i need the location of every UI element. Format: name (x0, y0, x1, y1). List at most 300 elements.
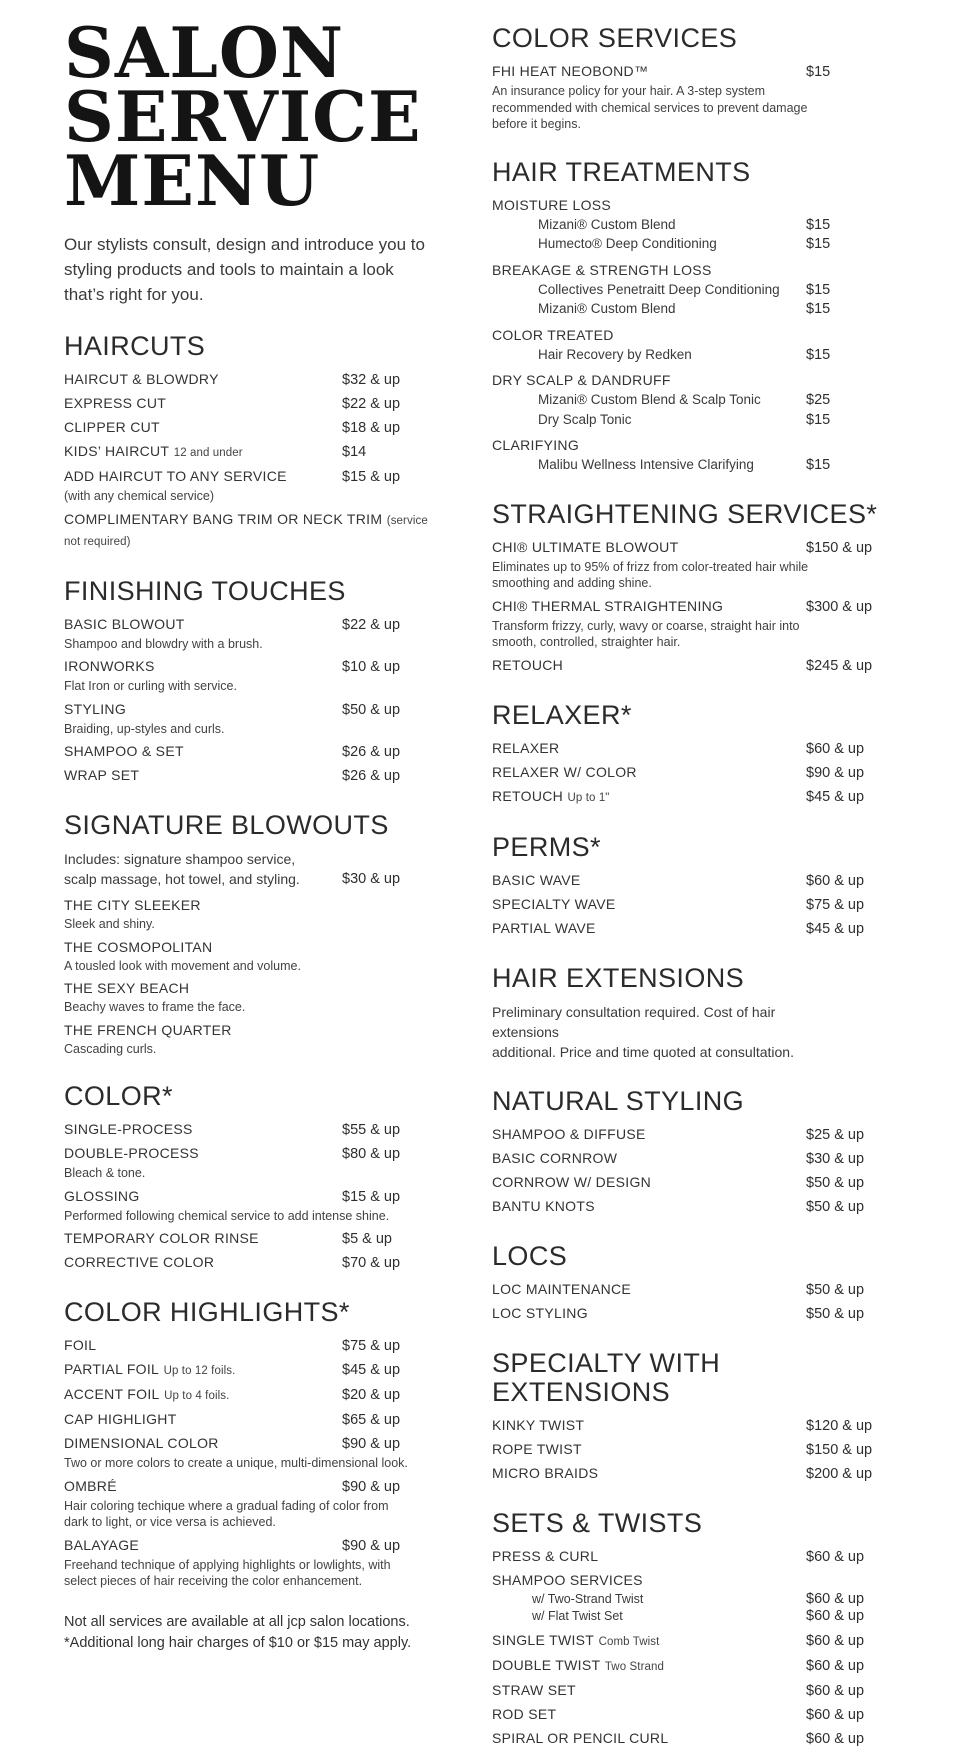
service-name-wrap (492, 1304, 806, 1323)
service-price: $15 (806, 346, 831, 363)
service-line (492, 1547, 882, 1567)
service-price: $22 & up (342, 616, 401, 633)
service-name: THE SEXY BEACH (64, 980, 190, 996)
service-name: RELAXER W/ COLOR (492, 763, 637, 780)
service-price: $70 & up (342, 1255, 401, 1271)
left-column (64, 13, 438, 1753)
service-price: $150 & up (806, 1441, 873, 1458)
service-name-wrap (64, 1021, 342, 1040)
service-price: $15 (806, 457, 831, 473)
service-name: BASIC BLOWOUT (64, 615, 185, 632)
service-description: Transform frizzy, curly, wavy or coarse, straight hair into smooth, controlled, straighter hair. (492, 618, 800, 649)
service-item (64, 1229, 438, 1249)
service-name: BASIC WAVE (492, 871, 581, 888)
service-item (64, 1336, 438, 1356)
service-price: $15 (806, 64, 831, 80)
section-heading: RELAXER* (492, 699, 632, 730)
service-price: $15 (806, 236, 831, 252)
footer-line-1: Not all services are available at all jcp salon locations. (64, 1613, 410, 1630)
service-price: $60 & up (806, 1657, 865, 1674)
service-name-wrap (492, 1656, 806, 1677)
service-price: $22 & up (342, 396, 401, 412)
service-price: $26 & up (342, 744, 401, 760)
service-line (64, 938, 438, 957)
service-line (492, 1440, 882, 1460)
service-name-wrap (492, 597, 806, 616)
service-line (64, 510, 438, 552)
service-name-wrap (64, 938, 342, 957)
service-description: Beachy waves to frame the face. (64, 1000, 246, 1014)
service-line (492, 1416, 882, 1436)
service-name: SINGLE-PROCESS (64, 1121, 193, 1137)
service-price: $14 (342, 444, 367, 460)
service-price: $60 & up (806, 1706, 865, 1723)
service-item (64, 467, 438, 505)
service-item (64, 766, 438, 786)
service-name-wrap (492, 739, 806, 758)
service-name: KINKY TWIST (492, 1416, 585, 1433)
service-name: STRAW SET (492, 1681, 576, 1698)
title-line-1: SALON (64, 13, 345, 94)
service-item (492, 1197, 882, 1217)
service-item (64, 657, 438, 695)
menu-section (492, 833, 882, 939)
service-name-wrap (64, 766, 342, 785)
service-name: Mizani® Custom Blend & Scalp Tonic (538, 392, 761, 407)
service-name-wrap (64, 979, 342, 998)
service-name-wrap (64, 657, 342, 676)
service-item (492, 1705, 882, 1725)
service-name: WRAP SET (64, 767, 140, 783)
service-price: $60 & up (806, 1682, 865, 1699)
service-name-wrap (64, 370, 342, 389)
group-label: DRY SCALP & DANDRUFF (492, 372, 671, 388)
service-description: Hair coloring techique where a gradual fading of color from dark to light, or vice versa is achieved. (64, 1498, 389, 1529)
service-note: Comb Twist (598, 1635, 660, 1648)
group-service-row (492, 300, 882, 319)
group-label: COLOR TREATED (492, 326, 614, 343)
service-price: $60 & up (806, 1632, 865, 1649)
service-line (492, 1681, 882, 1701)
service-item (64, 1385, 438, 1406)
service-item (492, 1173, 882, 1193)
service-line (492, 1304, 882, 1324)
service-price: $50 & up (806, 1281, 865, 1298)
service-item (64, 896, 438, 933)
service-item (492, 1656, 882, 1677)
service-item (492, 656, 882, 676)
service-name-wrap (492, 1681, 806, 1700)
menu-section (492, 158, 882, 475)
service-name-wrap (64, 1434, 342, 1453)
service-line (492, 739, 882, 759)
lead-description (492, 1002, 806, 1062)
lead-line: Includes: signature shampoo service, (64, 851, 296, 867)
section-heading: SPECIALTY WITH EXTENSIONS (492, 1347, 721, 1407)
service-note: Up to 12 foils. (163, 1365, 236, 1377)
service-line (492, 538, 882, 558)
service-name: CHI® ULTIMATE BLOWOUT (492, 538, 679, 555)
service-item (492, 787, 882, 808)
service-line (64, 418, 438, 438)
service-item (64, 615, 438, 653)
service-price: $200 & up (806, 1465, 873, 1482)
service-description: Braiding, up-styles and curls. (64, 721, 225, 736)
service-name: OMBRÉ (64, 1477, 117, 1494)
service-name-wrap (492, 538, 806, 557)
service-description: Performed following chemical service to add intense shine. (64, 1208, 390, 1223)
service-name-wrap (492, 1440, 806, 1459)
service-item (64, 938, 438, 975)
service-name: FOIL (64, 1337, 97, 1353)
service-item (492, 1464, 882, 1484)
service-description: An insurance policy for your hair. A 3-step system recommended with chemical services to prevent damage before it begins. (492, 84, 808, 131)
service-price: $60 & up (806, 740, 865, 757)
service-name-wrap (492, 1416, 806, 1435)
service-name: CORNROW W/ DESIGN (492, 1173, 652, 1190)
service-item (64, 370, 438, 390)
service-item (492, 895, 882, 915)
service-name: CORRECTIVE COLOR (64, 1254, 215, 1270)
footer-line-2: *Additional long hair charges of $10 or $15 may apply. (64, 1634, 412, 1651)
service-name: w/ Flat Twist Set (532, 1608, 623, 1623)
service-price: $30 & up (342, 871, 401, 887)
service-item (492, 1416, 882, 1436)
service-name: Mizani® Custom Blend (538, 216, 676, 232)
service-price: $45 & up (342, 1362, 401, 1378)
service-price: $45 & up (806, 788, 865, 805)
service-line (64, 615, 438, 635)
service-name: STYLING (64, 700, 127, 717)
service-name: BASIC CORNROW (492, 1149, 618, 1166)
service-name: LOC STYLING (492, 1304, 588, 1321)
service-name: THE FRENCH QUARTER (64, 1021, 232, 1038)
service-description: Freehand technique of applying highlights or lowlights, with select pieces of hair receiving the color enhancement. (64, 1557, 391, 1588)
service-name: RETOUCH (492, 656, 564, 673)
service-line (64, 1144, 438, 1164)
service-description: Bleach & tone. (64, 1166, 146, 1180)
service-item (64, 1253, 438, 1273)
service-item (64, 1360, 438, 1381)
service-name: PRESS & CURL (492, 1547, 599, 1564)
service-name: IRONWORKS (64, 658, 155, 674)
service-price: $65 & up (342, 1412, 401, 1428)
service-line (492, 1173, 882, 1193)
service-group (492, 326, 882, 365)
service-name-wrap (492, 1125, 806, 1144)
section-heading: SIGNATURE BLOWOUTS (64, 810, 389, 840)
service-name: SPIRAL OR PENCIL CURL (492, 1729, 669, 1746)
service-group (492, 371, 882, 429)
service-price: $50 & up (342, 701, 401, 718)
service-line (64, 1385, 438, 1406)
service-line (64, 766, 438, 786)
service-line (64, 896, 438, 915)
service-name: SHAMPOO & DIFFUSE (492, 1125, 646, 1142)
service-item (64, 1434, 438, 1472)
service-line (64, 1021, 438, 1040)
service-line (64, 1360, 438, 1381)
service-line (64, 657, 438, 677)
service-group (492, 196, 882, 254)
service-price: $150 & up (806, 539, 873, 556)
lead-line: Preliminary consultation required. Cost of hair extensions (492, 1003, 776, 1040)
service-line (492, 787, 882, 808)
service-name-wrap (492, 1280, 806, 1299)
service-line (64, 1229, 438, 1249)
service-name-wrap (492, 1464, 806, 1483)
service-price: $45 & up (806, 920, 865, 937)
service-line (492, 1656, 882, 1677)
service-line (64, 467, 438, 487)
service-name-wrap (492, 1173, 806, 1192)
service-name: ROD SET (492, 1705, 557, 1722)
service-price: $15 & up (342, 469, 401, 485)
service-description: Flat Iron or curling with service. (64, 679, 237, 693)
service-item (64, 510, 438, 552)
service-item (492, 1280, 882, 1300)
service-name: DOUBLE-PROCESS (64, 1145, 199, 1161)
service-name-wrap (492, 1149, 806, 1168)
service-price: $60 & up (806, 1730, 865, 1747)
service-name: Humecto® Deep Conditioning (538, 236, 717, 251)
service-note: 12 and under (173, 447, 243, 459)
section-heading: SETS & TWISTS (492, 1507, 703, 1538)
service-line (492, 1149, 882, 1169)
service-item (492, 763, 882, 783)
service-name-wrap (64, 418, 342, 437)
section-heading: COLOR* (64, 1081, 173, 1111)
service-line (64, 1253, 438, 1273)
menu-section (64, 811, 438, 1057)
group-label: SHAMPOO SERVICES (492, 1571, 643, 1588)
service-price: $15 (806, 281, 831, 298)
service-line (492, 1197, 882, 1217)
service-line (492, 1705, 882, 1725)
service-name-wrap (64, 1385, 342, 1406)
service-price: $18 & up (342, 420, 401, 436)
service-name-wrap (492, 1197, 806, 1216)
service-line (64, 394, 438, 414)
menu-section (64, 332, 438, 552)
service-item (492, 1304, 882, 1324)
service-price: $60 & up (806, 1607, 865, 1624)
service-name: TEMPORARY COLOR RINSE (64, 1230, 259, 1246)
service-name: SHAMPOO & SET (64, 743, 184, 759)
service-name: COMPLIMENTARY BANG TRIM OR NECK TRIM (64, 510, 383, 527)
service-price: $120 & up (806, 1417, 873, 1434)
service-line (64, 370, 438, 390)
service-item (64, 979, 438, 1016)
service-price: $90 & up (342, 1436, 401, 1452)
section-heading: LOCS (492, 1240, 568, 1271)
menu-section (492, 701, 882, 808)
service-line (492, 1631, 882, 1652)
service-name: Mizani® Custom Blend (538, 301, 676, 316)
service-price: $60 & up (806, 1590, 865, 1607)
section-heading: PERMS* (492, 831, 601, 862)
service-item (64, 1536, 438, 1590)
section-heading: HAIRCUTS (64, 331, 206, 361)
group-service-row (492, 411, 882, 430)
group-service-row (492, 391, 882, 410)
title-line-2: SERVICE (64, 77, 422, 158)
service-name-wrap (492, 1705, 806, 1724)
service-item (492, 1125, 882, 1145)
service-note: Up to 1" (567, 791, 610, 804)
menu-section (492, 24, 882, 133)
service-name: SINGLE TWIST (492, 1631, 595, 1648)
service-line (492, 1464, 882, 1484)
section-heading: COLOR HIGHLIGHTS* (64, 1297, 350, 1327)
lead-line: scalp massage, hot towel, and styling. (64, 871, 300, 887)
service-price: $60 & up (806, 872, 865, 889)
group-service-row (492, 456, 882, 475)
service-group (492, 261, 882, 319)
section-heading: FINISHING TOUCHES (64, 575, 346, 606)
lead-description (64, 849, 342, 889)
service-name-wrap (64, 1144, 342, 1163)
group-service-row (492, 1608, 882, 1624)
service-name: PARTIAL WAVE (492, 919, 596, 936)
service-name: ADD HAIRCUT TO ANY SERVICE (64, 468, 287, 484)
service-name-wrap (492, 1547, 806, 1566)
section-heading: HAIR TREATMENTS (492, 156, 751, 187)
service-name: LOC MAINTENANCE (492, 1280, 632, 1297)
service-description: Eliminates up to 95% of frizz from color-treated hair while smoothing and adding shine. (492, 559, 809, 590)
service-item (492, 597, 882, 651)
service-line (64, 1187, 438, 1207)
service-line (492, 895, 882, 915)
lead-line: additional. Price and time quoted at consultation. (492, 1043, 794, 1060)
service-name-wrap (64, 442, 342, 463)
title-line-3: MENU (64, 141, 321, 222)
service-name: DIMENSIONAL COLOR (64, 1435, 219, 1451)
service-name: PARTIAL FOIL (64, 1361, 160, 1377)
group-service-row (492, 346, 882, 365)
group-label: BREAKAGE & STRENGTH LOSS (492, 261, 712, 278)
service-name-wrap (64, 394, 342, 413)
service-group (492, 1571, 882, 1624)
service-item (64, 394, 438, 414)
service-name: KIDS’ HAIRCUT (64, 443, 170, 459)
service-name-wrap (492, 62, 806, 81)
service-name-wrap (64, 1229, 342, 1248)
service-name-wrap (492, 787, 806, 808)
service-item (64, 1021, 438, 1058)
service-price: $80 & up (342, 1146, 401, 1162)
intro-text: Our stylists consult, design and introduce you to styling products and tools to maintain a look that’s right for you. (64, 235, 425, 304)
service-name-wrap (492, 656, 806, 675)
service-name-wrap (492, 871, 806, 890)
group-service-row (492, 281, 882, 300)
service-name-wrap (64, 1253, 342, 1272)
service-line (64, 442, 438, 463)
service-item (64, 1187, 438, 1225)
service-name: THE CITY SLEEKER (64, 897, 201, 913)
service-line (492, 871, 882, 891)
service-item (64, 742, 438, 762)
service-line (64, 1410, 438, 1430)
service-name-wrap (492, 1631, 806, 1652)
service-price: $60 & up (806, 1548, 865, 1565)
service-name-wrap (64, 1120, 342, 1139)
service-description: A tousled look with movement and volume. (64, 958, 301, 973)
service-item (492, 1440, 882, 1460)
service-name: RETOUCH (492, 787, 564, 804)
service-price: $90 & up (806, 764, 865, 781)
service-price: $245 & up (806, 657, 873, 674)
service-name: HAIRCUT & BLOWDRY (64, 371, 219, 387)
section-heading: STRAIGHTENING SERVICES* (492, 498, 878, 529)
service-item (64, 1144, 438, 1182)
service-name: SPECIALTY WAVE (492, 895, 616, 912)
service-name: Collectives Penetraitt Deep Conditioning (538, 281, 780, 297)
section-heading: NATURAL STYLING (492, 1085, 745, 1116)
service-item (492, 1547, 882, 1567)
service-name-wrap (492, 919, 806, 938)
service-price: $26 & up (342, 768, 401, 784)
service-line (64, 1477, 438, 1497)
section-heading: COLOR SERVICES (492, 23, 738, 53)
service-name: ROPE TWIST (492, 1440, 582, 1457)
right-sections (492, 24, 882, 1749)
service-line (492, 656, 882, 676)
service-item (64, 700, 438, 738)
service-name-wrap (64, 467, 342, 486)
service-name-wrap (64, 1536, 342, 1555)
service-price: $10 & up (342, 659, 401, 675)
left-sections (64, 332, 438, 1590)
service-line (492, 763, 882, 783)
section-lead (492, 1002, 882, 1062)
right-column (492, 22, 882, 1753)
service-price: $75 & up (806, 896, 865, 913)
service-item (492, 1149, 882, 1169)
service-name-wrap (64, 896, 342, 915)
service-name-wrap (64, 1360, 342, 1381)
menu-section (64, 1082, 438, 1273)
service-description: Shampoo and blowdry with a brush. (64, 636, 263, 651)
service-price: $15 & up (342, 1188, 401, 1205)
service-name: GLOSSING (64, 1187, 140, 1204)
service-price: $15 (806, 411, 831, 428)
service-line (492, 1729, 882, 1749)
service-name: w/ Two-Strand Twist (532, 1591, 644, 1606)
service-group (492, 436, 882, 475)
service-line (64, 1536, 438, 1556)
service-line (492, 597, 882, 617)
service-item (492, 871, 882, 891)
service-price: $55 & up (342, 1122, 401, 1138)
menu-section (492, 1349, 882, 1484)
service-price: $15 (806, 216, 831, 233)
service-line (492, 1125, 882, 1145)
menu-section (492, 500, 882, 676)
menu-section (492, 964, 882, 1062)
service-name: EXPRESS CUT (64, 395, 167, 411)
service-item (64, 442, 438, 463)
service-price: $300 & up (806, 598, 873, 615)
service-name-wrap (64, 1477, 342, 1496)
service-name-wrap (492, 1729, 806, 1748)
service-item (64, 418, 438, 438)
service-item (64, 1120, 438, 1140)
service-item (492, 538, 882, 592)
service-price: $90 & up (342, 1537, 401, 1554)
page-title (64, 13, 438, 222)
service-name: MICRO BRAIDS (492, 1464, 599, 1481)
